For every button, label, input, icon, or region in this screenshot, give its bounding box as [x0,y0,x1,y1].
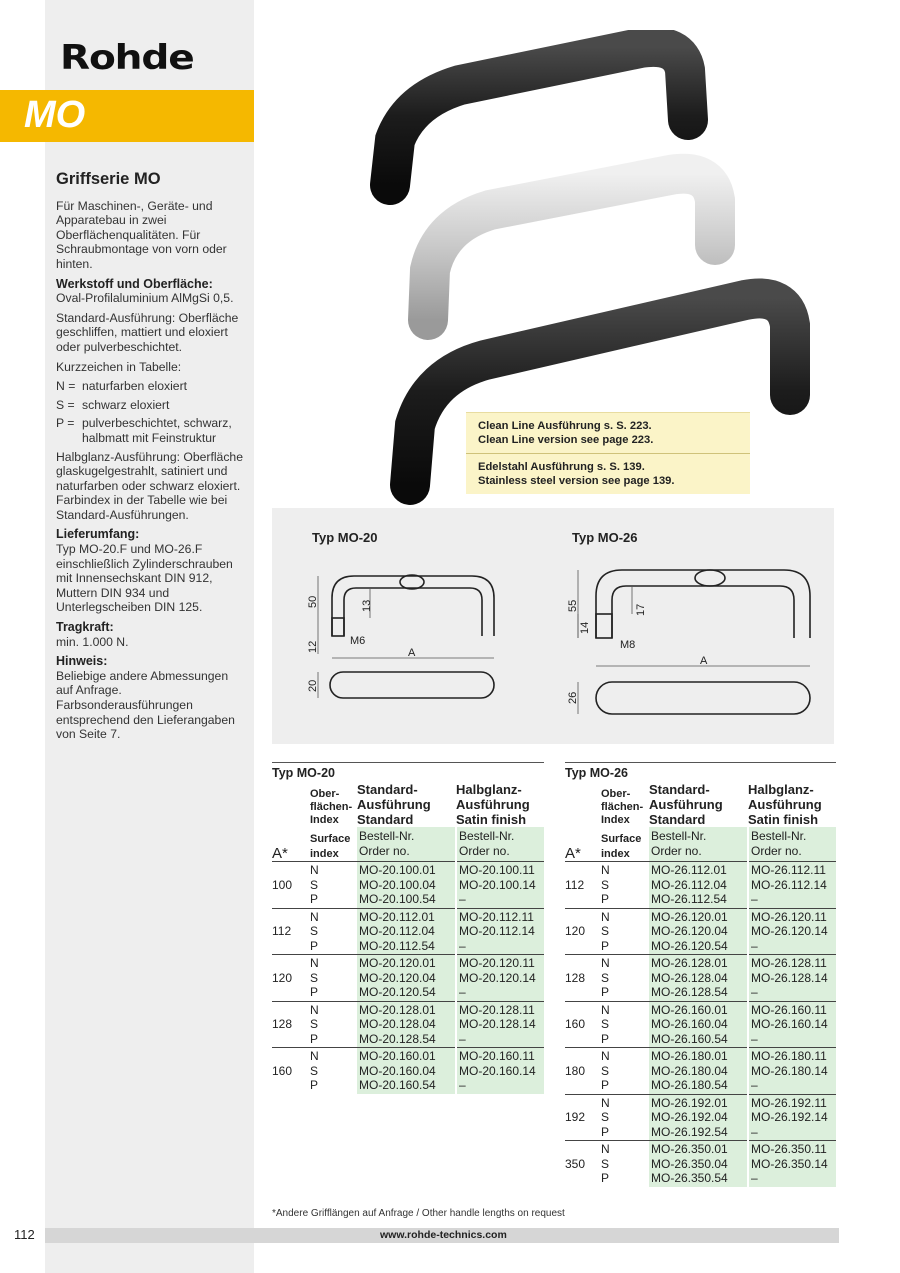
dim-mo26-thread: M8 [620,639,636,651]
table-row [272,1001,544,1048]
satin-order-cell: MO-26.350.11 MO-26.350.14 – [748,1141,836,1187]
table-row [565,1001,836,1048]
length-cell: 120 [272,955,310,1002]
standard-order-cell: MO-26.160.01 MO-26.160.04 MO-26.160.54 [649,1001,748,1048]
standard-order-cell: MO-20.128.01 MO-20.128.04 MO-20.128.54 [357,1001,456,1048]
note-clean-line: Clean Line Ausführung s. S. 223. Clean Line version see page 223. [478,420,654,446]
length-cell: 192 [565,1094,601,1141]
standard-order-cell: MO-26.180.01 MO-26.180.04 MO-26.180.54 [649,1048,748,1095]
abbr-heading: Kurzzeichen in Tabelle: [56,359,182,374]
dimensions-mo26 [578,570,810,714]
surface-cell: N S P [601,908,649,955]
standard-order-cell: MO-20.100.01 MO-20.100.04 MO-20.100.54 [357,862,456,909]
surface-cell: N S P [310,908,357,955]
length-cell: 120 [565,908,601,955]
surface-cell: N S P [310,955,357,1002]
abbr-item: S = schwarz eloxiert [56,397,170,412]
satin-text: Halbglanz-Ausführung: Oberfläche glaskugelgestrahlt, satiniert und naturfarben oder schwarz eloxiert. [56,449,243,493]
standard-order-cell: MO-26.350.01 MO-26.350.04 MO-26.350.54 [649,1141,748,1187]
footer-url[interactable]: www.rohde-technics.com [380,1229,507,1241]
scope-heading: Lieferumfang: [56,527,140,542]
standard-order-cell: MO-26.120.01 MO-26.120.04 MO-26.120.54 [649,908,748,955]
satin-order-cell: MO-26.112.11 MO-26.112.14 – [748,862,836,909]
dim-mo26-base: 14 [579,621,591,634]
load-heading: Tragkraft: [56,620,114,635]
color-index-text: Farbindex in der Tabelle wie bei Standard-Ausführungen. [56,493,228,522]
length-cell: 100 [272,862,310,909]
standard-text: Standard-Ausführung: Oberfläche geschliffen, mattiert und eloxiert oder pulverbeschichtet. [56,310,239,354]
satin-order-cell: MO-20.112.11 MO-20.112.14 – [456,908,544,955]
length-cell: 128 [272,1001,310,1048]
intro-text: Für Maschinen-, Geräte- und Apparatebau in zwei Oberflächenqualitäten. Für Schraubmontage von vorn oder hinten. [56,198,227,271]
table-row [565,1094,836,1141]
dim-mo26-len: A [700,655,708,667]
surface-cell: N S P [310,1001,357,1048]
satin-order-cell: MO-20.120.11 MO-20.120.14 – [456,955,544,1002]
surface-cell: N S P [601,955,649,1002]
length-cell: 160 [565,1001,601,1048]
description-column [56,172,248,747]
technical-drawing-panel [272,508,834,744]
dim-mo20-thread: M6 [350,635,366,647]
table-row [565,1141,836,1187]
scope-text: Typ MO-20.F und MO-26.F einschließlich Zylinderschrauben mit Innensechskant DIN 912, Muttern DIN 934 und Unterlegscheiben DIN 125. [56,542,233,615]
table-title-mo26: Typ MO-26 [565,762,836,780]
table-row [272,862,544,909]
series-band [0,90,254,142]
dim-mo26-h: 55 [567,599,579,612]
table-subheader-row: A* Surface index Bestell-Nr. Order no. Bestell-Nr. Order no. [565,827,836,862]
standard-order-cell: MO-26.128.01 MO-26.128.04 MO-26.128.54 [649,955,748,1002]
satin-order-cell: MO-26.180.11 MO-26.180.14 – [748,1048,836,1095]
standard-order-cell: MO-26.112.01 MO-26.112.04 MO-26.112.54 [649,862,748,909]
satin-order-cell: MO-20.128.11 MO-20.128.14 – [456,1001,544,1048]
standard-order-cell: MO-20.120.01 MO-20.120.04 MO-20.120.54 [357,955,456,1002]
surface-cell: N S P [601,1048,649,1095]
length-cell: 160 [272,1048,310,1094]
table-row [565,862,836,909]
table-row [272,1048,544,1094]
surface-cell: N S P [601,1001,649,1048]
satin-order-cell: MO-26.160.11 MO-26.160.14 – [748,1001,836,1048]
standard-order-cell: MO-20.160.01 MO-20.160.04 MO-20.160.54 [357,1048,456,1094]
dim-mo20-inner: 13 [361,599,373,612]
satin-order-cell: MO-26.120.11 MO-26.120.14 – [748,908,836,955]
surface-cell: N S P [310,862,357,909]
length-cell: 128 [565,955,601,1002]
table-subheader-row: A* Surface index Bestell-Nr. Order no. Bestell-Nr. Order no. [272,827,544,862]
length-cell: 112 [565,862,601,909]
table-row [565,1048,836,1095]
table-row [565,955,836,1002]
material-heading: Werkstoff und Oberfläche: [56,276,213,291]
footnote: *Andere Grifflängen auf Anfrage / Other handle lengths on request [272,1208,565,1219]
table-mo26 [565,782,836,1187]
standard-order-cell: MO-20.112.01 MO-20.112.04 MO-20.112.54 [357,908,456,955]
table-title-mo20: Typ MO-20 [272,762,544,780]
brand-logo: Rohde [60,38,194,78]
satin-order-cell: MO-20.160.11 MO-20.160.14 – [456,1048,544,1094]
dim-mo26-depth: 26 [567,691,579,704]
note-stainless: Edelstahl Ausführung s. S. 139. Stainless steel version see page 139. [466,453,750,494]
table-row [272,955,544,1002]
satin-order-cell: MO-20.100.11 MO-20.100.14 – [456,862,544,909]
dim-mo26-inner: 17 [635,603,647,616]
series-code: MO [24,94,86,136]
notes-box [466,412,750,494]
surface-cell: N S P [601,1141,649,1187]
hint-text: Beliebige andere Abmessungen auf Anfrage. Farbsonderausführungen entsprechend den Lieferangaben von Seite 7. [56,668,235,742]
dim-mo20-depth: 20 [307,679,319,692]
load-text: min. 1.000 N. [56,634,129,649]
surface-cell: N S P [601,1094,649,1141]
satin-order-cell: MO-26.128.11 MO-26.128.14 – [748,955,836,1002]
surface-cell: N S P [310,1048,357,1094]
dim-mo20-len: A [408,647,416,659]
surface-cell: N S P [601,862,649,909]
length-cell: 112 [272,908,310,955]
table-header-row: Ober-flächen-Index Standard-Ausführung Standard Halbglanz-Ausführung Satin finish [310,782,530,827]
length-cell: 350 [565,1141,601,1187]
table-row [565,908,836,955]
dim-mo20-base: 12 [307,640,319,653]
material-text: Oval-Profilaluminium AlMgSi 0,5. [56,291,234,306]
drawing-title-mo26: Typ MO-26 [572,530,638,545]
series-title: Griffserie MO [56,170,161,188]
table-header-row: Ober-flächen-Index Standard-Ausführung Standard Halbglanz-Ausführung Satin finish [601,782,822,827]
abbr-item: N = naturfarben eloxiert [56,379,188,394]
satin-order-cell: MO-26.192.11 MO-26.192.14 – [748,1094,836,1141]
standard-order-cell: MO-26.192.01 MO-26.192.04 MO-26.192.54 [649,1094,748,1141]
hint-heading: Hinweis: [56,654,108,669]
length-cell: 180 [565,1048,601,1095]
table-mo20 [272,782,544,1094]
table-row [272,908,544,955]
drawing-title-mo20: Typ MO-20 [312,530,378,545]
abbr-item: P = pulverbeschichtet, schwarz, halbmatt mit Feinstruktur [56,416,232,445]
dim-mo20-h: 50 [307,595,319,608]
page-number: 112 [14,1227,35,1242]
